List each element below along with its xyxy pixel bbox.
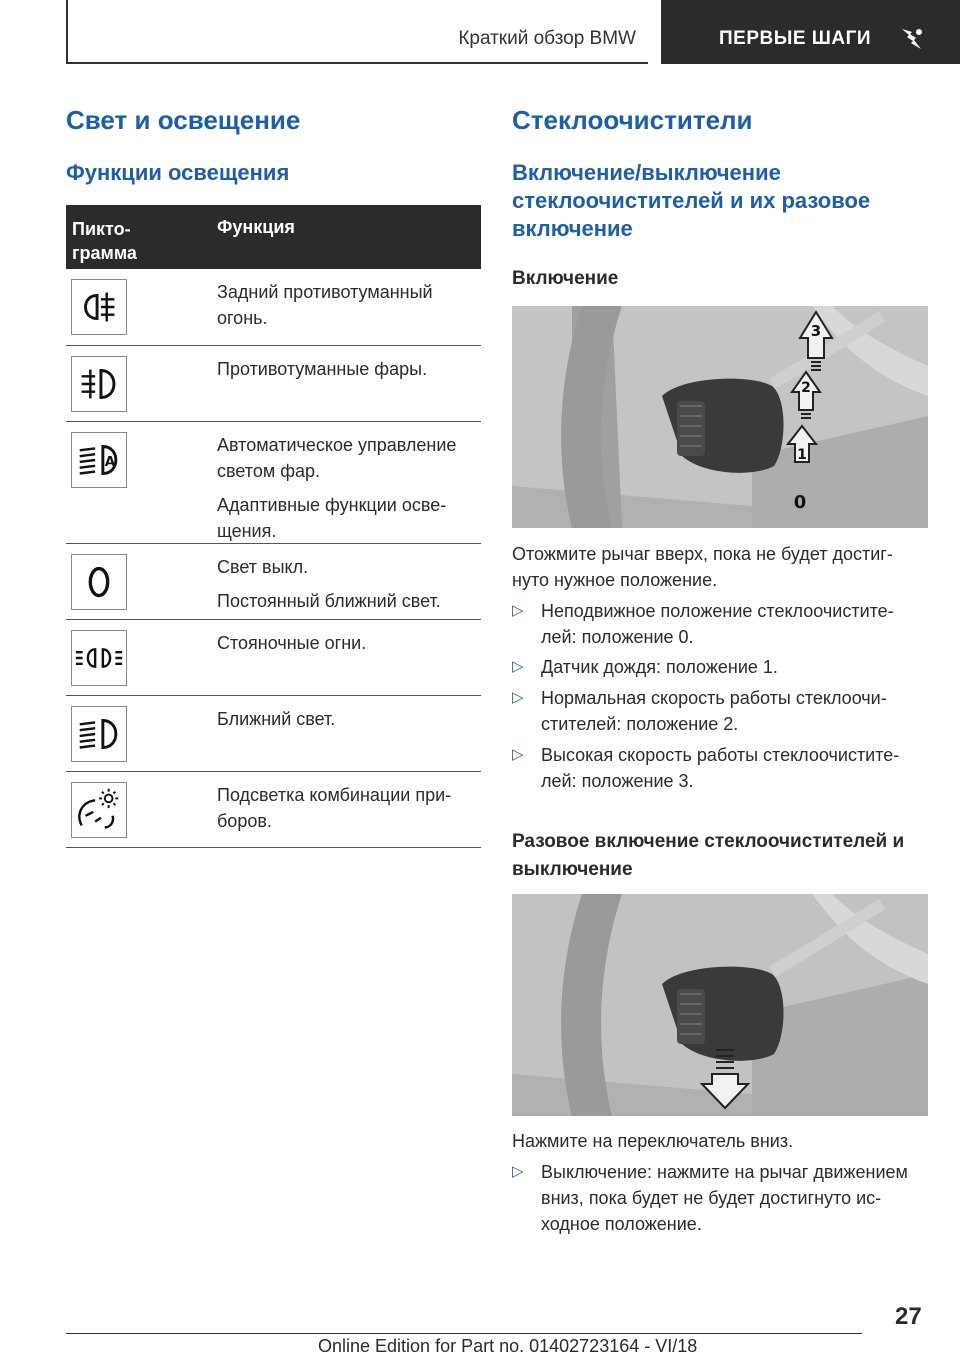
function-line: светом фар. bbox=[217, 461, 321, 481]
function-line: Автоматическое управление bbox=[217, 435, 457, 455]
section-line: выключение bbox=[512, 859, 633, 880]
instrument-lighting-icon bbox=[71, 782, 127, 838]
function-line: Свет выкл. bbox=[217, 557, 309, 577]
function-line: щения. bbox=[217, 521, 277, 541]
section-line: Разовое включение стеклоочистителей и bbox=[512, 831, 905, 852]
column-header-pictogram-line2: грамма bbox=[72, 243, 137, 263]
page-number: 27 bbox=[895, 1303, 922, 1330]
section-single-wipe bbox=[512, 828, 904, 884]
list-item bbox=[512, 742, 932, 794]
bullet-icon: ▷ bbox=[512, 1163, 524, 1180]
table-row bbox=[66, 772, 481, 848]
header-section-title: Краткий обзор BMW bbox=[458, 28, 636, 49]
list-item bbox=[512, 1159, 932, 1237]
wipers-title: Стеклоочистители bbox=[512, 105, 753, 135]
list-item-line: вниз, пока будет не будет достигнуто ис- bbox=[541, 1188, 882, 1208]
function-text bbox=[217, 630, 479, 656]
wrench-lightning-icon bbox=[899, 26, 925, 52]
table-header bbox=[66, 205, 481, 269]
position-0-label: 0 bbox=[793, 492, 807, 513]
position-2-label: 2 bbox=[801, 380, 811, 396]
function-line: Задний противотуманный bbox=[217, 282, 433, 302]
svg-text:A: A bbox=[104, 453, 116, 470]
column-header-function: Функция bbox=[217, 217, 295, 237]
function-text bbox=[217, 554, 479, 614]
instruction-paragraph: Нажмите на переключатель вниз. bbox=[512, 1131, 794, 1151]
auto-headlight-icon bbox=[71, 432, 127, 488]
lighting-title: Свет и освещение bbox=[66, 105, 301, 135]
list-item-line: Высокая скорость работы стеклоочистите- bbox=[541, 745, 900, 765]
list-item-line: ходное положение. bbox=[541, 1214, 702, 1234]
table-row bbox=[66, 544, 481, 620]
function-line: Подсветка комбинации при- bbox=[217, 785, 452, 805]
function-line: Стояночные огни. bbox=[217, 633, 367, 653]
list-item-line: Датчик дождя: положение 1. bbox=[541, 657, 778, 677]
lighting-functions-table bbox=[66, 205, 481, 848]
wipers-subtitle-line: включение bbox=[512, 216, 633, 241]
bullet-icon: ▷ bbox=[512, 746, 524, 763]
page-header bbox=[0, 0, 960, 66]
paragraph-line: Отожмите рычаг вверх, пока не будет достиг- bbox=[512, 544, 893, 564]
table-row bbox=[66, 620, 481, 696]
position-3-label: 3 bbox=[810, 322, 822, 340]
table-row bbox=[66, 269, 481, 346]
parking-light-icon bbox=[71, 630, 127, 686]
column-header-pictogram bbox=[72, 217, 137, 265]
function-text bbox=[217, 782, 479, 834]
wipers-subtitle-line: стеклоочистителей и их разовое bbox=[512, 188, 871, 213]
function-line: Адаптивные функции осве- bbox=[217, 495, 447, 515]
wiper-lever-down-photo bbox=[512, 894, 928, 1116]
header-section-box bbox=[66, 0, 648, 64]
function-line: огонь. bbox=[217, 308, 268, 328]
table-row bbox=[66, 346, 481, 422]
function-line: боров. bbox=[217, 811, 272, 831]
bullet-icon: ▷ bbox=[512, 602, 524, 619]
function-text bbox=[217, 706, 479, 732]
rear-fog-light-icon bbox=[71, 279, 127, 335]
table-row bbox=[66, 422, 481, 544]
wipers-subtitle-line: Включение/выключение bbox=[512, 160, 781, 185]
function-line: Постоянный ближний свет. bbox=[217, 591, 441, 611]
list-item-line: стителей: положение 2. bbox=[541, 714, 739, 734]
section-switch-on: Включение bbox=[512, 268, 619, 289]
list-item bbox=[512, 598, 932, 650]
header-chapter-title: ПЕРВЫЕ ШАГИ bbox=[719, 28, 872, 49]
function-text bbox=[217, 279, 479, 331]
list-item-line: лей: положение 0. bbox=[541, 627, 694, 647]
function-line: Противотуманные фары. bbox=[217, 359, 428, 379]
list-item-line: Неподвижное положение стеклоочистите- bbox=[541, 601, 894, 621]
paragraph-line: нуто нужное положение. bbox=[512, 570, 718, 590]
column-header-pictogram-line1: Пикто- bbox=[72, 219, 131, 239]
function-line: Ближний свет. bbox=[217, 709, 336, 729]
header-chapter-box bbox=[661, 0, 960, 64]
list-item bbox=[512, 685, 932, 737]
footer-divider bbox=[66, 1333, 862, 1334]
list-item-line: Выключение: нажмите на рычаг движением bbox=[541, 1162, 908, 1182]
list-item-line: лей: положение 3. bbox=[541, 771, 694, 791]
list-item-line: Нормальная скорость работы стеклоочи- bbox=[541, 688, 887, 708]
bullet-icon: ▷ bbox=[512, 689, 524, 706]
function-text bbox=[217, 356, 479, 382]
wiper-lever-up-photo bbox=[512, 306, 928, 528]
lighting-subtitle: Функции освещения bbox=[66, 160, 290, 185]
footer-edition: Online Edition for Part no. 01402723164 - VI/18 bbox=[318, 1336, 698, 1356]
wipers-subtitle bbox=[512, 159, 870, 243]
bullet-icon: ▷ bbox=[512, 658, 524, 675]
table-row bbox=[66, 696, 481, 772]
light-off-zero-icon bbox=[71, 554, 127, 610]
position-1-label: 1 bbox=[797, 447, 807, 463]
function-text bbox=[217, 432, 479, 544]
list-item bbox=[512, 654, 932, 680]
front-fog-light-icon bbox=[71, 356, 127, 412]
instruction-paragraph bbox=[512, 541, 932, 593]
low-beam-icon bbox=[71, 706, 127, 762]
